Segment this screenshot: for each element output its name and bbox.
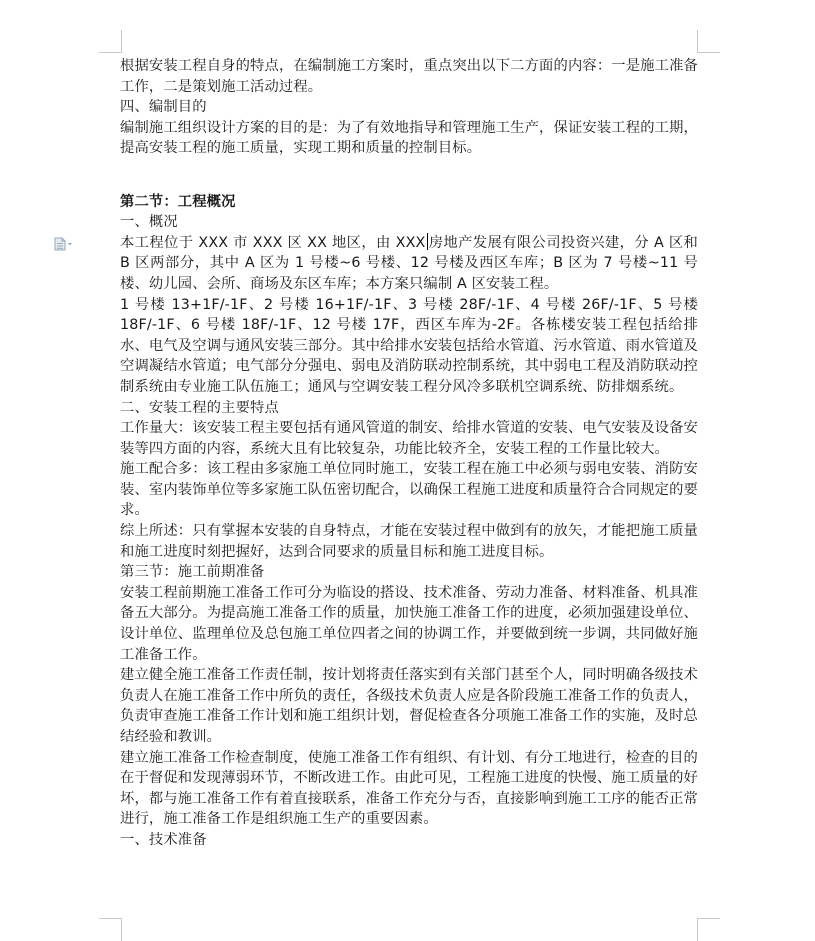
paragraph: 编制施工组织设计方案的目的是：为了有效地指导和管理施工生产，保证安装工程的工期，提高安装工程的施工质量，实现工期和质量的控制目标。: [120, 119, 698, 157]
paragraph: 安装工程前期施工准备工作可分为临设的搭设、技术准备、劳动力准备、材料准备、机具准备五大部分。为提高施工准备工作的质量，加快施工准备工作的进度，必须加强建设单位、设计单位、监理单位及总包施工单位四者之间的协调工作，并要做到统一步调，共同做好施工准备工作。: [120, 584, 698, 663]
paragraph: 综上所述：只有掌握本安装的自身特点，才能在安装过程中做到有的放矢，才能把施工质量和施工进度时刻把握好，达到合同要求的质量目标和施工进度目标。: [120, 523, 698, 560]
paragraph: [120, 233, 698, 295]
document-body[interactable]: [120, 56, 698, 851]
crop-mark-top-left: [99, 30, 122, 53]
crop-mark-top-right: [697, 30, 720, 53]
section-title: 第三节：施工前期准备: [120, 564, 265, 581]
blank-line: [120, 180, 698, 192]
crop-mark-bottom-right: [697, 918, 720, 941]
paragraph: 建立施工准备工作检查制度，使施工准备工作有组织、有计划、有分工地进行，检查的目的在于督促和发现薄弱环节，不断改进工作。由此可见，工程施工进度的快慢、施工质量的好坏，都与施工准备工作有着直接联系，准备工作充分与否，直接影响到施工工序的能否正常进行，施工准备工作是组织施工生产的重要因素。: [120, 749, 698, 828]
section-heading: 一、概况: [120, 214, 178, 231]
paragraph: 施工配合多：该工程由多家施工单位同时施工，安装工程在施工中必须与弱电安装、消防安装、室内装饰单位等多家施工队伍密切配合，以确保工程施工进度和质量符合合同规定的要求。: [120, 461, 698, 519]
section-heading: 一、技术准备: [120, 831, 207, 848]
paragraph: 根据安装工程自身的特点，在编制施工方案时，重点突出以下二方面的内容：一是施工准备工作，二是策划施工活动过程。: [120, 58, 698, 95]
document-page-icon[interactable]: [54, 237, 74, 251]
paragraph: 工作量大：该安装工程主要包括有通风管道的制安、给排水管道的安装、电气安装及设备安装等四方面的内容，系统大且有比较复杂，功能比较齐全，安装工程的工作量比较大。: [120, 420, 698, 457]
text-cursor: [427, 233, 428, 250]
section-heading: 四、编制目的: [120, 99, 207, 116]
paragraph: 1 号楼 13+1F/-1F、2 号楼 16+1F/-1F、3 号楼 28F/-1F、4 号楼 26F/-1F、5 号楼 18F/-1F、6 号楼 18F/-1F、12 号楼 17F，西区车库为-2F。各栋楼安装工程包括给排水、电气及空调与通风安装三部分。其中给排水安装包括给水管道、污水管道、雨水管道及空调凝结水管道；电气部分分强电、弱电及消防联动控制系统，其中弱电工程及消防联动控制系统由专业施工队伍施工；通风与空调安装工程分风冷多联机空调系统、防排烟系统。: [120, 296, 698, 395]
section-title: 第二节：工程概况: [120, 193, 236, 210]
paragraph: 建立健全施工准备工作责任制，按计划将责任落实到有关部门甚至个人，同时明确各级技术负责人在施工准备工作中所负的责任，各级技术负责人应是各阶段施工准备工作的负责人，负责审查施工准备工作计划和施工组织计划，督促检查各分项施工准备工作的实施，及时总结经验和教训。: [120, 667, 698, 745]
crop-mark-bottom-left: [99, 918, 122, 941]
text-run: 本工程位于 XXX 市 XXX 区 XX 地区，由 XXX: [120, 234, 426, 251]
text-run: 房地产发展有限公司投资兴建，分 A 区和 B 区两部分，其中 A 区为 1 号楼~6 号楼、12 号楼及西区车库；B 区为 7 号楼~11 号楼、幼儿园、会所、商场及东区车库；本方案只编制 A 区安装工程。: [120, 234, 698, 292]
blank-line: [120, 159, 698, 180]
section-heading: 二、安装工程的主要特点: [120, 399, 279, 416]
